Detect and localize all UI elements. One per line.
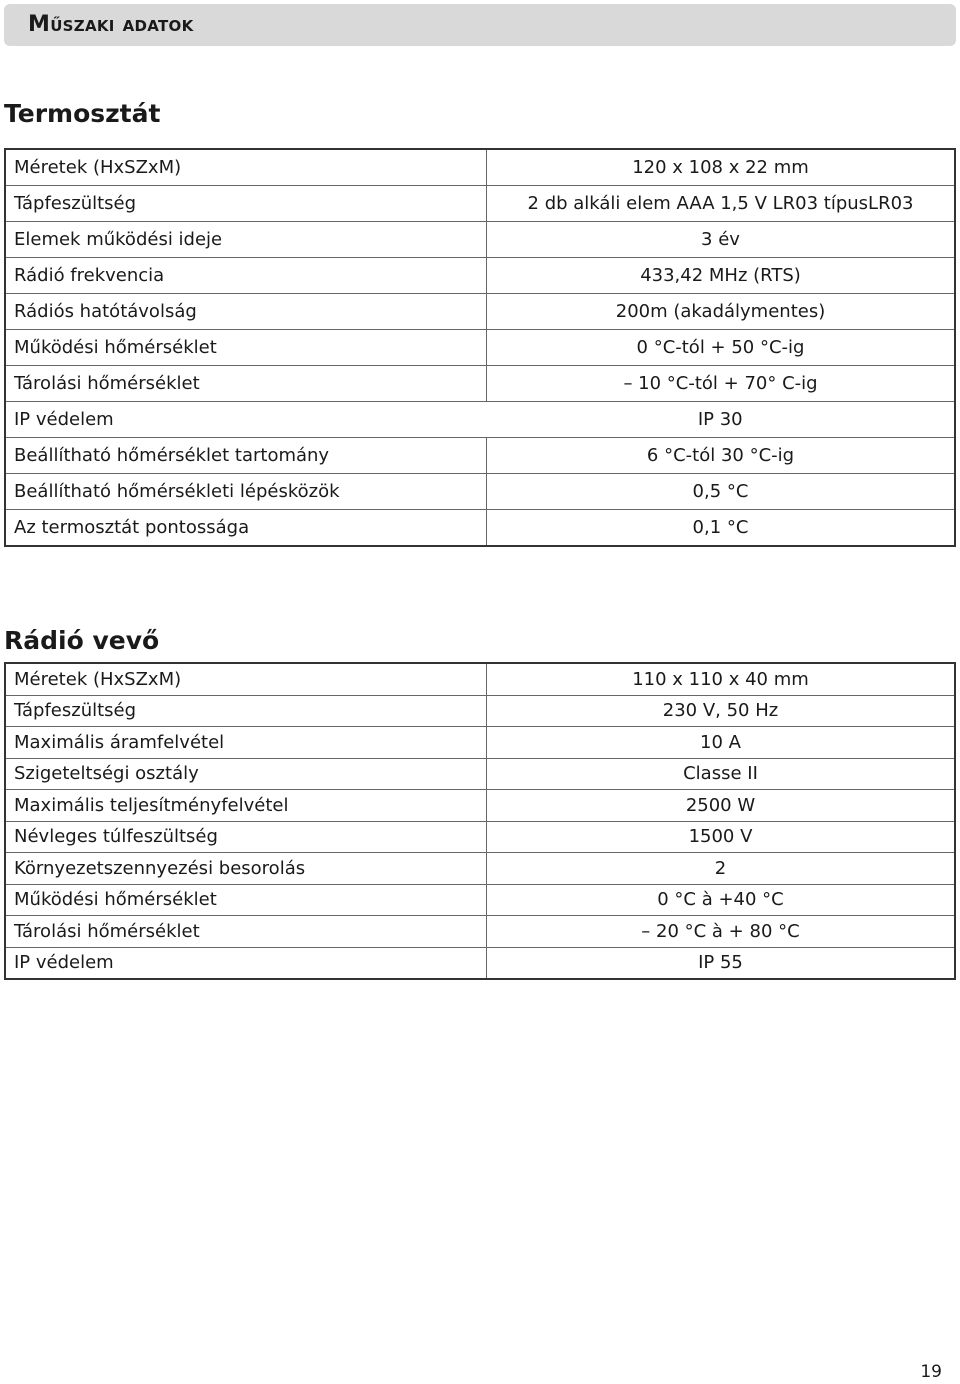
spec-value: 433,42 MHz (RTS): [487, 258, 956, 294]
table-row: [5, 758, 955, 790]
spec-value: – 10 °C-tól + 70° C-ig: [487, 366, 956, 402]
spec-label: Környezetszennyezési besorolás: [5, 853, 487, 885]
table-row: [5, 149, 955, 186]
spec-value: IP 30: [487, 402, 956, 438]
thermostat-section-title: Termosztát: [4, 99, 161, 128]
section-header-title: Műszaki adatok: [28, 12, 194, 37]
table-row: [5, 510, 955, 547]
table-row: [5, 186, 955, 222]
page-number: 19: [920, 1362, 942, 1382]
table-row: [5, 222, 955, 258]
spec-value: 2 db alkáli elem AAA 1,5 V LR03 típusLR03: [487, 186, 956, 222]
receiver-spec-table: [4, 662, 956, 980]
spec-label: Névleges túlfeszültség: [5, 821, 487, 853]
spec-label: Méretek (HxSZxM): [5, 663, 487, 695]
table-row: [5, 947, 955, 979]
spec-value: 0 °C à +40 °C: [487, 884, 956, 916]
table-row: [5, 821, 955, 853]
table-row: [5, 884, 955, 916]
spec-value: Classe II: [487, 758, 956, 790]
table-row: [5, 438, 955, 474]
spec-value: 2500 W: [487, 790, 956, 822]
spec-label: Elemek működési ideje: [5, 222, 487, 258]
spec-label: Maximális áramfelvétel: [5, 727, 487, 759]
spec-value: 0 °C-tól + 50 °C-ig: [487, 330, 956, 366]
table-row: [5, 695, 955, 727]
spec-label: Tárolási hőmérséklet: [5, 916, 487, 948]
spec-value: 200m (akadálymentes): [487, 294, 956, 330]
spec-value: 120 x 108 x 22 mm: [487, 149, 956, 186]
receiver-section-title: Rádió vevő: [4, 626, 160, 655]
spec-value: 6 °C-tól 30 °C-ig: [487, 438, 956, 474]
spec-label: Az termosztát pontossága: [5, 510, 487, 547]
spec-value: 110 x 110 x 40 mm: [487, 663, 956, 695]
table-row: [5, 727, 955, 759]
table-row: [5, 366, 955, 402]
table-row: [5, 330, 955, 366]
spec-label: Rádió frekvencia: [5, 258, 487, 294]
spec-value: 0,1 °C: [487, 510, 956, 547]
spec-label: Beállítható hőmérséklet tartomány: [5, 438, 487, 474]
spec-label: Maximális teljesítményfelvétel: [5, 790, 487, 822]
table-row: [5, 294, 955, 330]
spec-label: Működési hőmérséklet: [5, 884, 487, 916]
spec-value: 2: [487, 853, 956, 885]
spec-label: IP védelem: [5, 947, 487, 979]
spec-label: Beállítható hőmérsékleti lépésközök: [5, 474, 487, 510]
spec-value: 230 V, 50 Hz: [487, 695, 956, 727]
spec-value: IP 55: [487, 947, 956, 979]
spec-label: Szigeteltségi osztály: [5, 758, 487, 790]
spec-label: Rádiós hatótávolság: [5, 294, 487, 330]
spec-value: 1500 V: [487, 821, 956, 853]
table-row: [5, 402, 955, 438]
spec-label: Tápfeszültség: [5, 186, 487, 222]
table-row: [5, 474, 955, 510]
spec-label: Méretek (HxSZxM): [5, 149, 487, 186]
spec-value: 10 A: [487, 727, 956, 759]
spec-label: Tápfeszültség: [5, 695, 487, 727]
table-row: [5, 663, 955, 695]
table-row: [5, 853, 955, 885]
spec-value: 3 év: [487, 222, 956, 258]
table-row: [5, 790, 955, 822]
table-row: [5, 916, 955, 948]
table-row: [5, 258, 955, 294]
spec-value: – 20 °C à + 80 °C: [487, 916, 956, 948]
thermostat-spec-table: [4, 148, 956, 547]
spec-label: Tárolási hőmérséklet: [5, 366, 487, 402]
spec-value: 0,5 °C: [487, 474, 956, 510]
section-header-bar: [4, 4, 956, 46]
spec-label: Működési hőmérséklet: [5, 330, 487, 366]
spec-label: IP védelem: [5, 402, 487, 438]
